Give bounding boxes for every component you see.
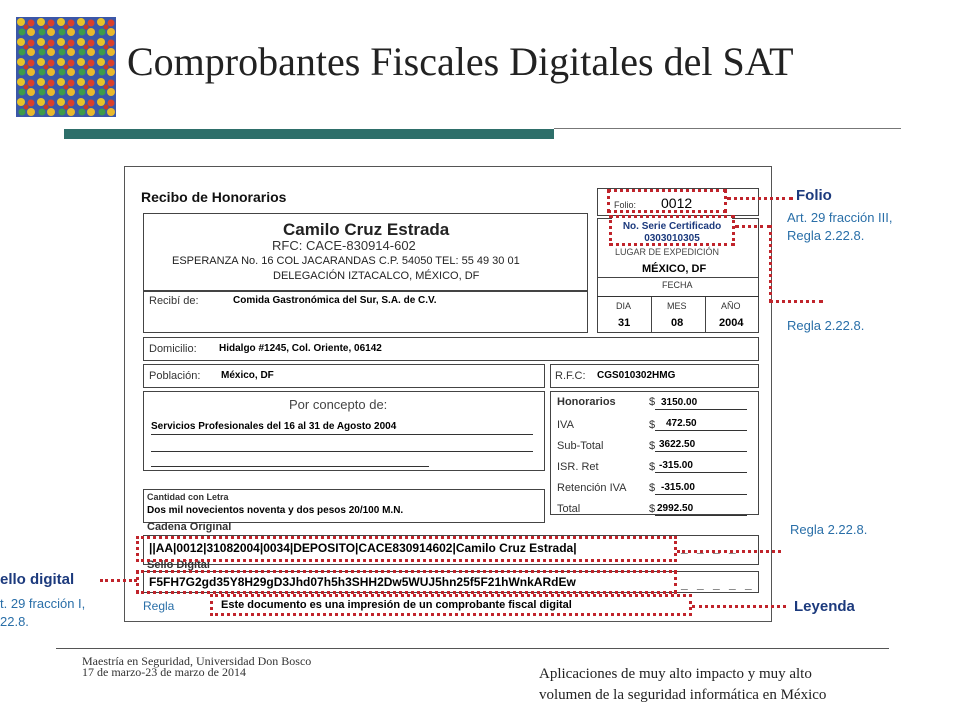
- poblacion-label: Población:: [149, 370, 201, 382]
- recibi-value: Comida Gastronómica del Sur, S.A. de C.V.: [233, 295, 437, 306]
- folio-connector: [727, 197, 793, 200]
- sello-dashes: _ _ _ _ _: [681, 577, 755, 591]
- date-header-month: MES: [667, 301, 687, 311]
- cert-connector: [735, 225, 771, 228]
- amount-label-honorarios: Honorarios: [557, 396, 616, 408]
- folio-highlight: [607, 189, 727, 213]
- amount-value-honorarios: 3150.00: [661, 397, 698, 408]
- cadena-connector: [677, 550, 781, 553]
- amount-label-total: Total: [557, 503, 581, 515]
- cantidad-label: Cantidad con Letra: [147, 492, 229, 502]
- issuer-delegacion: DELEGACIÓN IZTACALCO, MÉXICO, DF: [273, 270, 480, 282]
- amount-label-subtotal: Sub-Total: [557, 440, 604, 452]
- footer-left: [82, 656, 311, 678]
- concepto-line: [151, 434, 533, 435]
- amount-value-retencion: -315.00: [661, 482, 695, 493]
- cert-value: 0303010305: [644, 233, 700, 244]
- amount-label-retencion: Retención IVA: [557, 482, 627, 494]
- leyenda-highlight: [210, 594, 692, 616]
- domicilio-value: Hidalgo #1245, Col. Oriente, 06142: [219, 343, 382, 354]
- logo: [16, 17, 116, 117]
- annotation-cert-regla: Regla 2.22.8.: [787, 318, 865, 333]
- date-separator: [651, 297, 652, 333]
- date-value-year: 2004: [719, 317, 744, 329]
- date-header-year: AÑO: [721, 301, 741, 311]
- annotation-sello-title: ello digital: [0, 571, 75, 588]
- fecha-divider: [597, 296, 759, 297]
- cert-connector: [769, 300, 823, 303]
- concepto-line: [151, 466, 429, 467]
- issuer-address: ESPERANZA No. 16 COL JACARANDAS C.P. 54050 TEL: 55 49 30 01: [172, 255, 520, 267]
- currency-symbol: $: [649, 503, 656, 515]
- client-rfc-label: R.F.C:: [555, 370, 586, 382]
- title-rule: [554, 128, 901, 129]
- currency-symbol: $: [649, 461, 656, 473]
- cantidad-value: Dos mil novecientos noventa y dos pesos 20/100 M.N.: [147, 505, 404, 516]
- amount-label-iva: IVA: [557, 419, 574, 431]
- date-value-day: 31: [618, 317, 631, 329]
- folio-value: 0012: [661, 195, 693, 211]
- amount-line: [655, 409, 747, 410]
- annotation-folio-line1: Art. 29 fracción III,: [787, 210, 893, 225]
- client-rfc-value: CGS010302HMG: [597, 370, 676, 381]
- issuer-rfc: RFC: CACE-830914-602: [272, 238, 416, 253]
- cert-label: No. Serie Certificado: [622, 221, 722, 232]
- date-separator: [705, 297, 706, 333]
- folio-label: Folio:: [614, 200, 637, 210]
- amount-value-subtotal: 3622.50: [659, 439, 696, 450]
- amount-line: [655, 472, 747, 473]
- lugar-label: LUGAR DE EXPEDICIÓN: [615, 247, 720, 257]
- cadena-label: Cadena Original: [147, 521, 232, 533]
- footer-right: [539, 664, 826, 706]
- amount-value-total: 2992.50: [657, 503, 694, 514]
- cert-connector: [769, 225, 772, 302]
- annotation-cadena-regla: Regla 2.22.8.: [790, 522, 868, 537]
- poblacion-value: México, DF: [221, 370, 274, 381]
- lugar-value: MÉXICO, DF: [642, 263, 707, 275]
- amount-line: [655, 494, 747, 495]
- annotation-sello-line2: 22.8.: [0, 614, 29, 629]
- amount-line: [655, 430, 747, 431]
- annotation-sello-line1: t. 29 fracción I,: [0, 596, 86, 611]
- annotation-leyenda-title: Leyenda: [794, 598, 855, 615]
- leyenda-connector: [692, 605, 786, 608]
- amount-line: [655, 451, 747, 452]
- footer-topic-line1: Aplicaciones de muy alto impacto y muy alto: [539, 666, 812, 682]
- amount-line: [655, 515, 747, 516]
- concepto-value: Servicios Profesionales del 16 al 31 de Agosto 2004: [151, 421, 397, 432]
- footer-dates: 17 de marzo-23 de marzo de 2014: [82, 665, 246, 679]
- cadena-value: ||AA|0012|31082004|0034|DEPOSITO|CACE830914602|Camilo Cruz Estrada|: [149, 541, 577, 555]
- slide-title: Comprobantes Fiscales Digitales del SAT: [127, 39, 794, 84]
- currency-symbol: $: [649, 396, 656, 408]
- concepto-label: Por concepto de:: [289, 397, 388, 412]
- amount-label-isr: ISR. Ret: [557, 461, 599, 473]
- regla-bottom: Regla: [143, 599, 175, 613]
- date-header-day: DIA: [616, 301, 632, 311]
- poblacion-box: [143, 364, 545, 388]
- fecha-label: FECHA: [662, 280, 693, 290]
- recibi-label: Recibí de:: [149, 295, 199, 307]
- cadena-dashes: _ _ _ _: [681, 541, 739, 555]
- issuer-name: Camilo Cruz Estrada: [283, 220, 450, 239]
- title-accent-bar: [64, 129, 554, 139]
- currency-symbol: $: [649, 419, 656, 431]
- footer-topic-line2: volumen de la seguridad informática en México: [539, 687, 827, 703]
- cadena-highlight: [136, 536, 677, 562]
- concepto-line: [151, 451, 533, 452]
- leyenda-value: Este documento es una impresión de un comprobante fiscal digital: [221, 599, 572, 611]
- annotation-folio-line2: Regla 2.22.8.: [787, 228, 865, 243]
- amount-value-iva: 472.50: [666, 418, 697, 429]
- sello-connector: [100, 579, 137, 582]
- currency-symbol: $: [649, 440, 656, 452]
- footer-affiliation: Maestría en Seguridad, Universidad Don Bosco: [82, 654, 312, 668]
- sello-value: F5FH7G2gd35Y8H29gD3Jhd07h5h3SHH2Dw5WUJ5hn25f5F21hWnkARdEw: [149, 575, 576, 589]
- sello-label: Sello Digital: [147, 559, 210, 571]
- domicilio-label: Domicilio:: [149, 343, 197, 355]
- amount-value-isr: -315.00: [659, 460, 693, 471]
- footer-rule: [56, 648, 889, 649]
- currency-symbol: $: [649, 482, 656, 494]
- annotation-folio-title: Folio: [796, 187, 832, 204]
- date-value-month: 08: [671, 317, 684, 329]
- sello-highlight: [136, 570, 677, 594]
- receipt-title: Recibo de Honorarios: [141, 189, 287, 205]
